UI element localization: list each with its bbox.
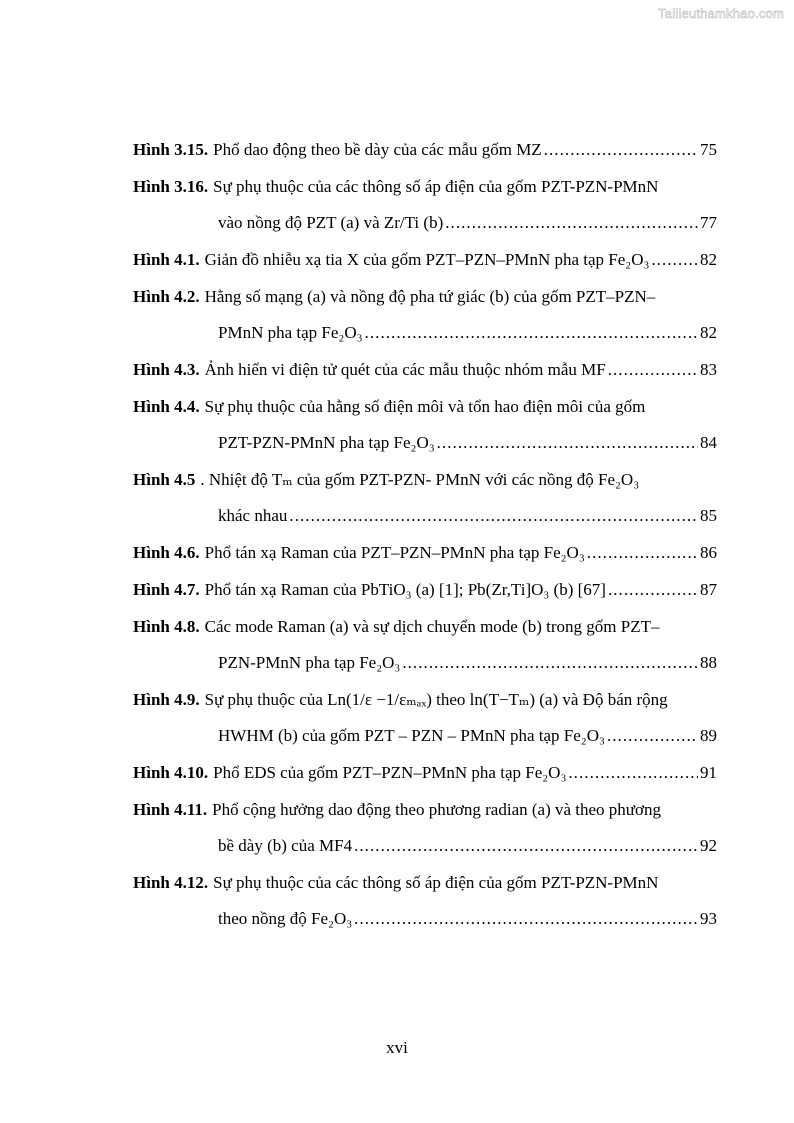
figure-page-number: 85 [700, 506, 717, 525]
figure-entry[interactable] [133, 388, 717, 461]
figure-entry[interactable] [133, 571, 717, 608]
dot-leader [568, 754, 698, 791]
figure-page-number: 89 [700, 726, 717, 745]
page-number: xvi [386, 1038, 408, 1057]
figure-title: Giản đồ nhiễu xạ tia X của gốm PZT–PZN–PMnN pha tạp Fe₂O₃ [204, 250, 650, 269]
figure-label: Hình 3.16. [133, 177, 209, 196]
figure-entry-line [133, 608, 717, 644]
dot-leader [651, 241, 698, 278]
figure-title-continued: PZN-PMnN pha tạp Fe₂O₃ [218, 653, 401, 672]
figure-entry[interactable] [133, 241, 717, 278]
figure-entry[interactable] [133, 791, 717, 864]
figure-entry-line [133, 791, 717, 827]
dot-leader [544, 131, 698, 168]
figure-label: Hình 4.5 [133, 470, 196, 489]
figure-entry[interactable] [133, 864, 717, 937]
figure-list [133, 131, 717, 937]
figure-entry-line [133, 168, 717, 204]
figure-page-number: 91 [700, 763, 717, 782]
figure-page-number: 88 [700, 653, 717, 672]
figure-title: Sự phụ thuộc của các thông số áp điện của gốm PZT-PZN-PMnN [213, 873, 659, 892]
figure-entry-line [133, 351, 717, 387]
figure-label: Hình 4.9. [133, 690, 200, 709]
figure-title-continued: PZT-PZN-PMnN pha tạp Fe₂O₃ [218, 433, 435, 452]
figure-title: . Nhiệt độ Tₘ của gốm PZT-PZN- PMnN với các nồng độ Fe₂O₃ [200, 470, 640, 489]
figure-title: Các mode Raman (a) và sự dịch chuyển mode (b) trong gốm PZT– [204, 617, 660, 636]
figure-title: Ảnh hiển vi điện tử quét của các mẫu thuộc nhóm mẫu MF [204, 360, 606, 379]
dot-leader [608, 571, 698, 608]
dot-leader [365, 314, 698, 351]
figure-entry-line [133, 461, 717, 497]
figure-entry[interactable] [133, 754, 717, 791]
figure-entry-continuation [133, 900, 717, 936]
figure-entry-line [133, 571, 717, 607]
figure-label: Hình 3.15. [133, 140, 209, 159]
dot-leader [289, 497, 698, 534]
figure-entry-line [133, 681, 717, 717]
figure-title-continued: vào nồng độ PZT (a) và Zr/Ti (b) [218, 213, 444, 232]
figure-label: Hình 4.11. [133, 800, 208, 819]
dot-leader [445, 204, 698, 241]
figure-entry-continuation [133, 204, 717, 240]
figure-label: Hình 4.6. [133, 543, 200, 562]
figure-page-number: 82 [700, 250, 717, 269]
figure-title: Sự phụ thuộc của Ln(1/ε −1/εₘₐₓ) theo ln(T−Tₘ) (a) và Độ bán rộng [204, 690, 668, 709]
dot-leader [354, 900, 698, 937]
figure-title-continued: theo nồng độ Fe₂O₃ [218, 909, 353, 928]
figure-entry-line [133, 131, 717, 167]
figure-entry-continuation [133, 827, 717, 863]
dot-leader [608, 351, 698, 388]
figure-page-number: 86 [700, 543, 717, 562]
figure-page-number: 82 [700, 323, 717, 342]
figure-title: Phổ tán xạ Raman của PZT–PZN–PMnN pha tạp Fe₂O₃ [204, 543, 585, 562]
figure-page-number: 93 [700, 909, 717, 928]
figure-page-number: 77 [700, 213, 717, 232]
dot-leader [587, 534, 698, 571]
figure-entry[interactable] [133, 461, 717, 534]
figure-entry-continuation [133, 497, 717, 533]
figure-label: Hình 4.4. [133, 397, 200, 416]
figure-entry[interactable] [133, 681, 717, 754]
figure-page-number: 92 [700, 836, 717, 855]
figure-title: Sự phụ thuộc của các thông số áp điện của gốm PZT-PZN-PMnN [213, 177, 659, 196]
dot-leader [607, 717, 698, 754]
figure-entry-continuation [133, 314, 717, 350]
figure-title: Phổ cộng hưởng dao động theo phương radian (a) và theo phương [212, 800, 662, 819]
figure-label: Hình 4.10. [133, 763, 209, 782]
figure-entry-continuation [133, 717, 717, 753]
watermark: Tailieuthamkhao.com [658, 6, 784, 21]
figure-entry[interactable] [133, 351, 717, 388]
figure-title-continued: PMnN pha tạp Fe₂O₃ [218, 323, 363, 342]
figure-title: Phổ dao động theo bề dày của các mẫu gốm MZ [213, 140, 542, 159]
figure-page-number: 87 [700, 580, 717, 599]
figure-entry-line [133, 534, 717, 570]
figure-entry[interactable] [133, 168, 717, 241]
figure-page-number: 75 [700, 140, 717, 159]
figure-title: Hằng số mạng (a) và nồng độ pha tứ giác (b) của gốm PZT–PZN– [204, 287, 656, 306]
dot-leader [354, 827, 698, 864]
figure-title: Phổ tán xạ Raman của PbTiO₃ (a) [1]; Pb(Zr,Ti]O₃ (b) [67] [204, 580, 606, 599]
figure-entry-line [133, 278, 717, 314]
figure-entry[interactable] [133, 131, 717, 168]
figure-label: Hình 4.8. [133, 617, 200, 636]
figure-entry-continuation [133, 424, 717, 460]
figure-title-continued: khác nhau [218, 506, 288, 525]
figure-label: Hình 4.7. [133, 580, 200, 599]
figure-title-continued: HWHM (b) của gốm PZT – PZN – PMnN pha tạp Fe₂O₃ [218, 726, 605, 745]
figure-entry-line [133, 241, 717, 277]
figure-entry-line [133, 864, 717, 900]
dot-leader [437, 424, 698, 461]
dot-leader [402, 644, 698, 681]
figure-entry-line [133, 754, 717, 790]
figure-entry[interactable] [133, 534, 717, 571]
figure-title: Phổ EDS của gốm PZT–PZN–PMnN pha tạp Fe₂O₃ [213, 763, 567, 782]
figure-entry[interactable] [133, 278, 717, 351]
figure-entry-continuation [133, 644, 717, 680]
figure-label: Hình 4.2. [133, 287, 200, 306]
figure-entry-line [133, 388, 717, 424]
figure-label: Hình 4.12. [133, 873, 209, 892]
figure-label: Hình 4.3. [133, 360, 200, 379]
figure-title-continued: bề dày (b) của MF4 [218, 836, 353, 855]
figure-page-number: 84 [700, 433, 717, 452]
figure-title: Sự phụ thuộc của hằng số điện môi và tổn hao điện môi của gốm [204, 397, 646, 416]
figure-entry[interactable] [133, 608, 717, 681]
figure-label: Hình 4.1. [133, 250, 200, 269]
figure-page-number: 83 [700, 360, 717, 379]
